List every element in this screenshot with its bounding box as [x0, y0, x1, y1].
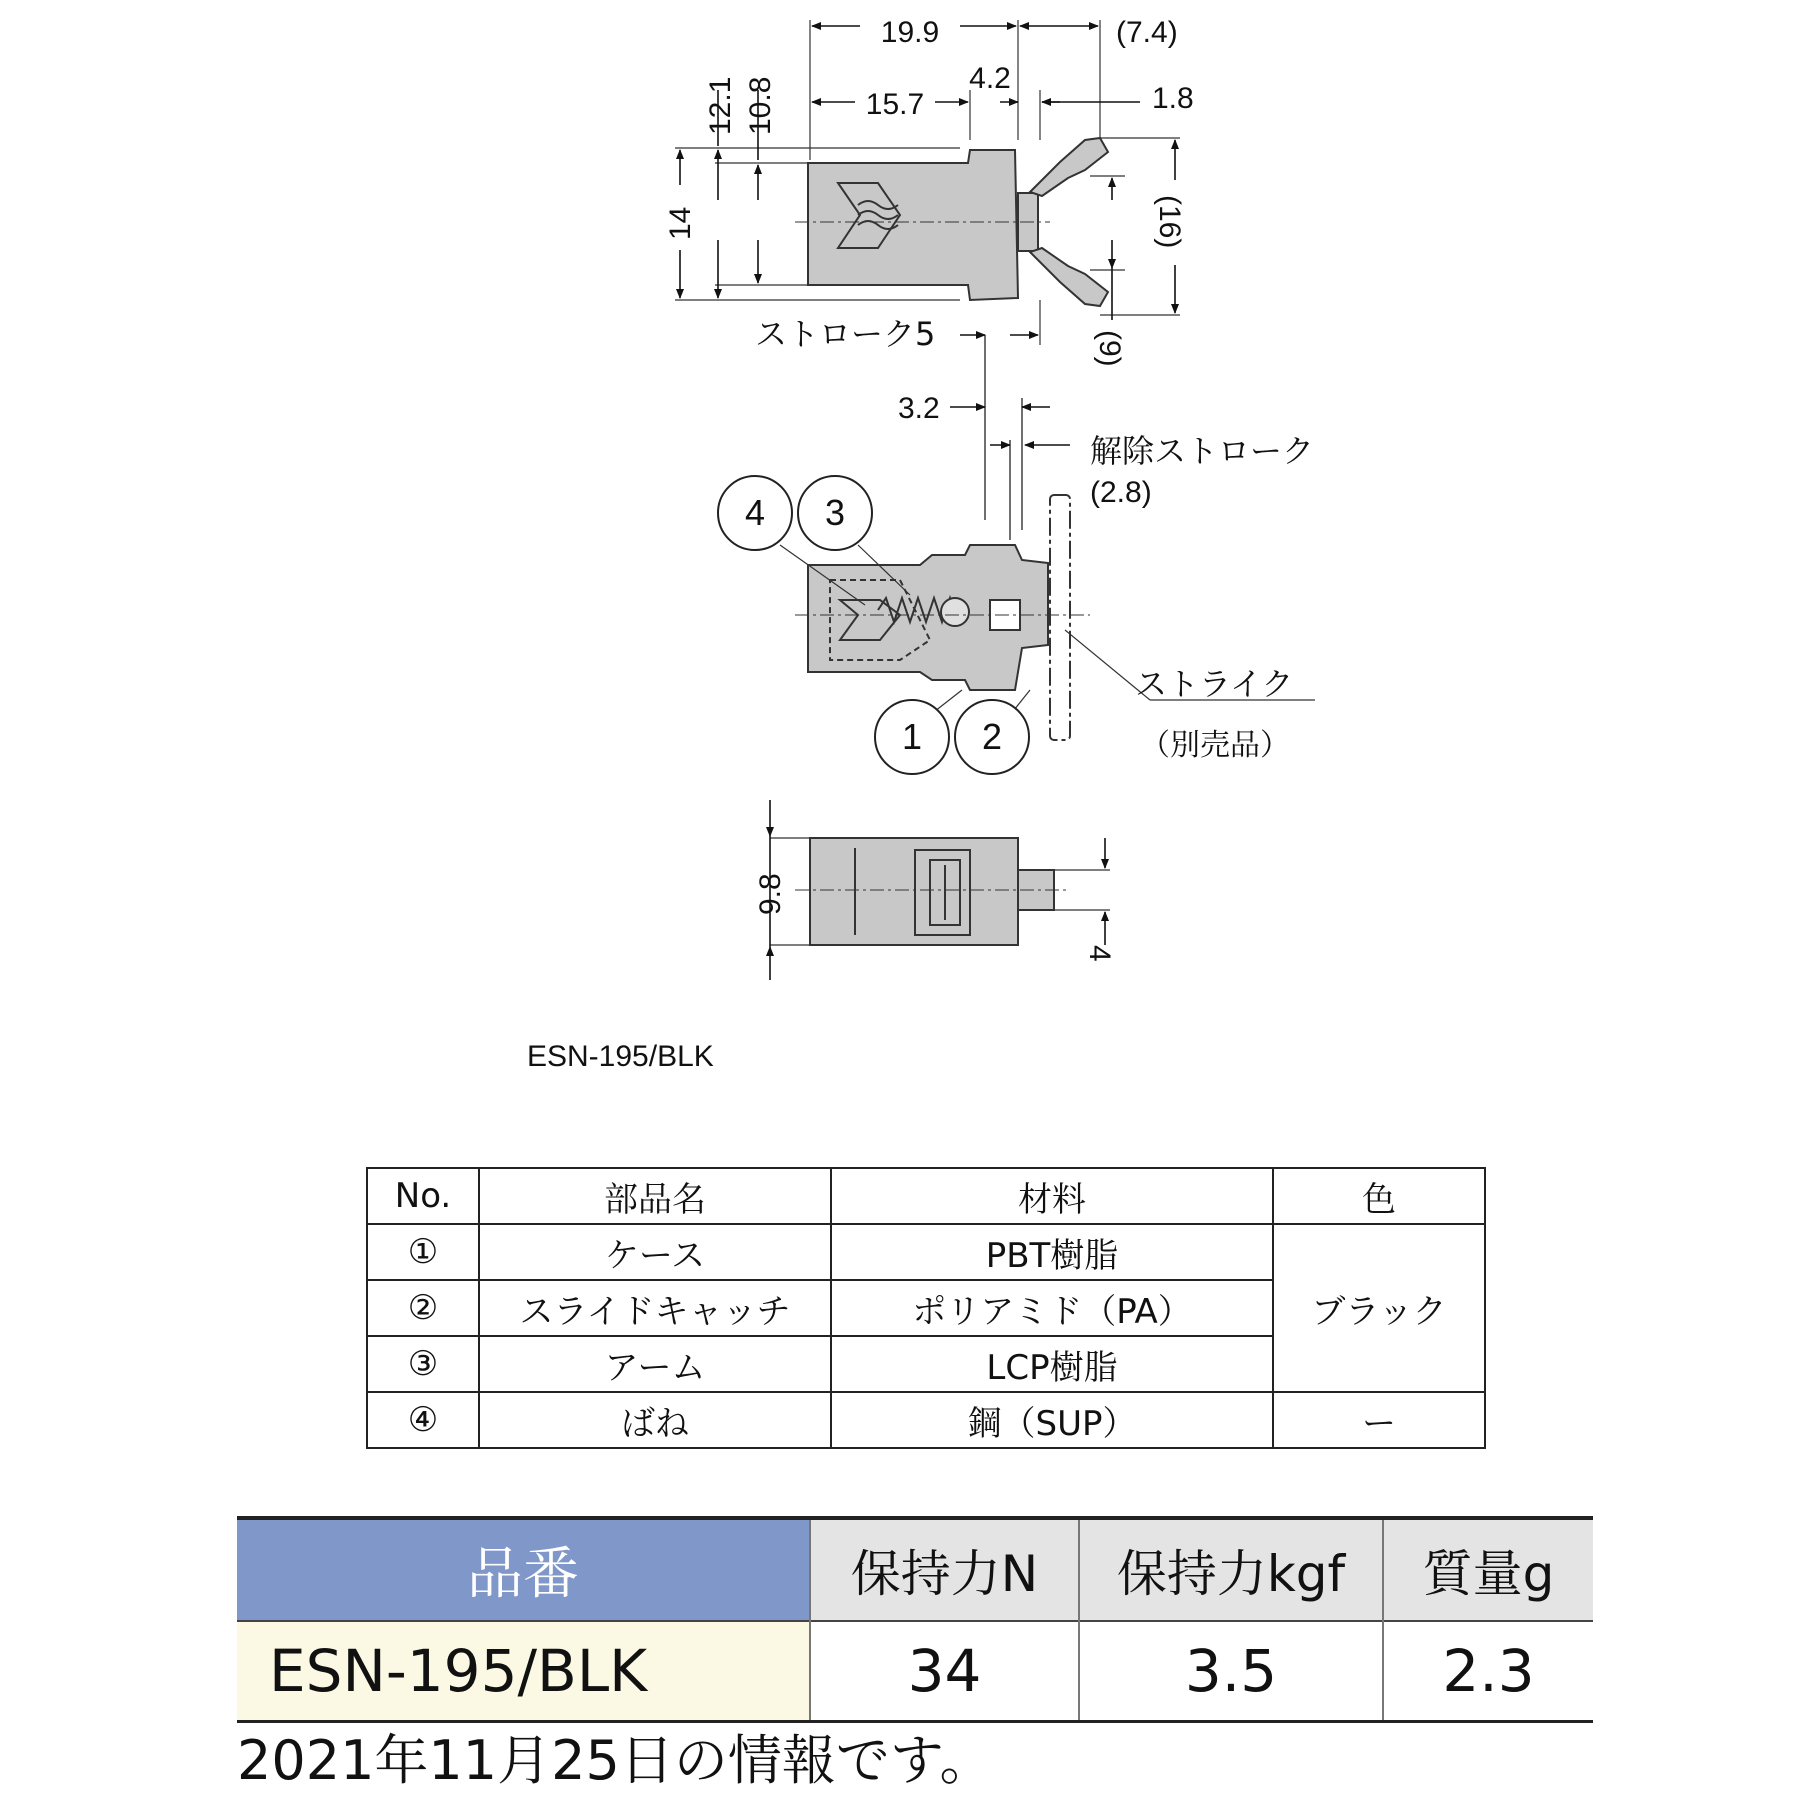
part-no: ①	[367, 1224, 479, 1280]
svg-text:解除ストローク: 解除ストローク	[1090, 432, 1315, 470]
header-color: 色	[1273, 1168, 1485, 1224]
part-no: ②	[367, 1280, 479, 1336]
svg-text:3.2: 3.2	[898, 392, 940, 425]
header-no: No.	[367, 1168, 479, 1224]
parts-table	[366, 1167, 1486, 1449]
svg-text:1.8: 1.8	[1152, 82, 1194, 115]
part-material: 鋼（SUP）	[831, 1392, 1273, 1448]
top-view	[675, 20, 1180, 345]
header-mass: 質量g	[1383, 1518, 1593, 1621]
svg-text:(2.8): (2.8)	[1090, 476, 1152, 509]
header-hold-kgf: 保持力kgf	[1079, 1518, 1383, 1621]
svg-text:2: 2	[981, 716, 1003, 757]
svg-text:（別売品）: （別売品）	[1140, 728, 1290, 763]
part-name: スライドキャッチ	[479, 1280, 831, 1336]
svg-text:4: 4	[744, 492, 766, 533]
part-no: ③	[367, 1336, 479, 1392]
svg-text:12.1: 12.1	[704, 76, 737, 135]
callout-1	[875, 700, 949, 774]
part-no: ④	[367, 1392, 479, 1448]
callout-2	[955, 700, 1029, 774]
side-view	[770, 838, 1110, 945]
table-row	[237, 1621, 1593, 1722]
strike-label	[1135, 665, 1293, 763]
svg-text:10.8: 10.8	[744, 76, 777, 135]
part-name: ケース	[479, 1224, 831, 1280]
svg-text:3: 3	[824, 492, 846, 533]
svg-text:4.2: 4.2	[969, 62, 1011, 95]
model-caption: ESN-195/BLK	[527, 1040, 714, 1073]
spec-table	[237, 1516, 1593, 1723]
svg-text:(9): (9)	[1093, 330, 1126, 367]
header-model: 品番	[237, 1518, 810, 1621]
svg-text:19.9: 19.9	[880, 16, 940, 49]
spec-model: ESN-195/BLK	[237, 1621, 810, 1722]
spec-hold-kgf: 3.5	[1079, 1621, 1383, 1722]
svg-text:4: 4	[1083, 945, 1116, 962]
part-material: ポリアミド（PA）	[831, 1280, 1273, 1336]
svg-text:(7.4): (7.4)	[1116, 16, 1178, 49]
parts-header-row	[367, 1168, 1485, 1224]
svg-text:9.8: 9.8	[754, 873, 787, 915]
footnote: 2021年11月25日の情報です。	[237, 1729, 994, 1792]
table-row	[367, 1392, 1485, 1448]
svg-text:15.7: 15.7	[865, 88, 925, 121]
svg-text:ストライク: ストライク	[1135, 665, 1294, 703]
part-color: ー	[1273, 1392, 1485, 1448]
svg-text:(16): (16)	[1153, 195, 1186, 249]
spec-mass: 2.3	[1383, 1621, 1593, 1722]
callout-4	[718, 476, 792, 550]
header-part-name: 部品名	[479, 1168, 831, 1224]
part-name: ばね	[479, 1392, 831, 1448]
spec-header-row	[237, 1518, 1593, 1621]
svg-text:1: 1	[901, 716, 923, 757]
svg-text:ストローク5: ストローク5	[755, 315, 936, 353]
part-material: LCP樹脂	[831, 1336, 1273, 1392]
part-name: アーム	[479, 1336, 831, 1392]
spec-hold-n: 34	[810, 1621, 1079, 1722]
table-row	[367, 1224, 1485, 1280]
part-material: PBT樹脂	[831, 1224, 1273, 1280]
callout-3	[798, 476, 872, 550]
header-hold-n: 保持力N	[810, 1518, 1079, 1621]
header-material: 材料	[831, 1168, 1273, 1224]
part-color-shared: ブラック	[1273, 1224, 1485, 1392]
svg-text:14: 14	[664, 206, 697, 240]
